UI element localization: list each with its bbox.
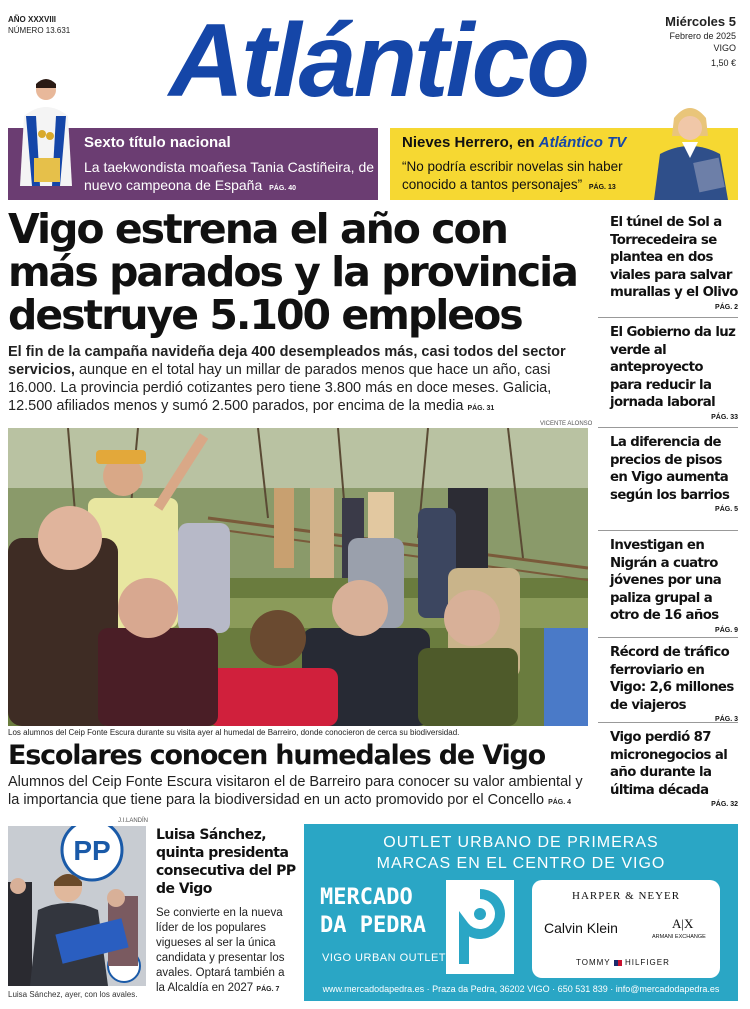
bottom-page: PÁG. 7 [256, 986, 280, 993]
issue-month: Febrero de 2025 [669, 31, 736, 41]
teaser-page: PÁG. 40 [269, 185, 296, 192]
sidebar-item-title: Vigo perdió 87 micronegocios al año durante la última década [610, 730, 728, 798]
newspaper-logo[interactable]: Atlántico [169, 3, 587, 119]
sidebar-item[interactable] [598, 208, 738, 318]
sidebar-news [598, 208, 738, 809]
sidebar-item-page: PÁG. 32 [711, 801, 738, 809]
teaser-title: Sexto título nacional [84, 134, 231, 151]
year-label: AÑO XXXVIII [8, 15, 57, 24]
secondary-page: PÁG. 4 [548, 799, 572, 806]
sidebar-item[interactable] [598, 531, 738, 638]
teaser-taekwondo[interactable] [8, 128, 378, 200]
date-info [665, 14, 736, 69]
teaser-text [84, 158, 376, 198]
secondary-text-content: Alumnos del Ceip Fonte Escura visitaron el de Barreiro para conocer su valor ambiental y la importancia que tiene para la biodiversidad en un acto promovido por el Concello [8, 774, 583, 808]
tommy-flag-icon [614, 960, 622, 966]
sidebar-item-title: La diferencia de precios de pisos en Vigo aumenta según los barrios [610, 435, 730, 503]
bottom-text [156, 906, 286, 997]
teaser-title-prefix: Nieves Herrero, en [402, 134, 539, 151]
partner-armani-exchange: ARMANI EXCHANGE [652, 934, 706, 940]
issue-city: VIGO [713, 43, 736, 53]
lead-bold: El fin de la campaña navideña deja 400 desempleados más, casi todos del sector servicios, [8, 344, 566, 378]
sidebar-item-page: PÁG. 5 [715, 506, 738, 514]
sidebar-item[interactable] [598, 318, 738, 428]
ad-brand [320, 884, 426, 940]
partner-calvin-klein: Calvin Klein [544, 920, 618, 936]
athlete-photo [12, 76, 80, 200]
main-headline[interactable]: Vigo estrena el año con más parados y la provincia destruye 5.100 empleos [8, 205, 577, 339]
teaser-title-emphasis: Atlántico TV [538, 134, 627, 151]
sidebar-item[interactable] [598, 723, 738, 809]
sidebar-item-title: Récord de tráfico ferroviario en Vigo: 2,6 millones de viajeros [610, 645, 734, 713]
photo-credit: J.I.LANDÍN [118, 818, 149, 824]
ad-headline [304, 832, 738, 874]
partner-tommy: TOMMY [576, 958, 611, 967]
ad-brand-line-1: MERCADO [320, 885, 413, 910]
main-photo[interactable] [8, 428, 588, 726]
teaser-atlantico-tv[interactable] [390, 128, 738, 200]
teaser-text-content: La taekwondista moañesa Tania Castiñeira, de nuevo campeona de España [84, 159, 375, 193]
issue-price: 1,50 € [710, 58, 736, 68]
sidebar-item[interactable] [598, 428, 738, 531]
sidebar-item-page: PÁG. 2 [715, 303, 738, 311]
sidebar-item-title: Investigan en Nigrán a cuatro jóvenes por una paliza grupal a otro de 16 años [610, 538, 722, 624]
mercado-logo-icon [446, 880, 514, 974]
bottom-photo-caption: Luisa Sánchez, ayer, con los avales. [8, 990, 138, 999]
sidebar-item-page: PÁG. 3 [715, 716, 738, 724]
issue-day: Miércoles 5 [665, 14, 736, 29]
teaser-title [402, 134, 626, 151]
photo-credit: VICENTE ALONSO [540, 421, 593, 427]
partner-hilfiger: HILFIGER [624, 958, 670, 967]
secondary-headline[interactable]: Escolares conocen humedales de Vigo [8, 740, 545, 771]
partner-ax-logo: A|X [672, 916, 694, 931]
author-photo [646, 102, 734, 200]
lead-page: PÁG. 31 [467, 405, 495, 412]
lead-text: aunque en el total hay un millar de parados menos que hace un año, casi 16.000. La provincia perdió cotizantes pero tiene 3.800 más en doce meses. Galicia, 12.500 afiliados menos y sumó 2.500 parados, por encima de la media [8, 362, 552, 414]
teaser-page: PÁG. 13 [588, 184, 616, 191]
pp-logo: PP [73, 835, 111, 866]
ad-partner-brands [532, 880, 720, 978]
ad-brand-line-2: DA PEDRA [320, 913, 426, 938]
wetland-scene-image [8, 428, 588, 726]
politician-image [8, 826, 146, 986]
ad-headline-line-2: MARCAS EN EL CENTRO DE VIGO [376, 855, 666, 872]
sidebar-item-title: El túnel de Sol a Torrecedeira se plantea en dos viales para salvar murallas y el Olivo [610, 215, 738, 301]
main-lead [8, 343, 588, 418]
ad-headline-line-1: OUTLET URBANO DE PRIMERAS [383, 834, 659, 851]
sidebar-item-page: PÁG. 9 [715, 626, 738, 634]
ad-footer[interactable]: www.mercadodapedra.es · Praza da Pedra, 36202 VIGO · 650 531 839 · info@mercadodapedra.es [322, 984, 720, 994]
ad-tagline: VIGO URBAN OUTLET [322, 952, 447, 964]
secondary-text [8, 773, 588, 812]
sidebar-item-title: El Gobierno da luz verde al anteproyecto para reducir la jornada laboral [610, 325, 736, 411]
partner-tommy-hilfiger [576, 958, 670, 967]
bottom-text-content: Se convierte en la nueva líder de los populares vigueses al ser la única candidata y presentar los avales. Optará también a la Alcaldía en 2027 [156, 907, 285, 994]
luisa-sanchez-photo[interactable] [8, 826, 146, 986]
sidebar-item[interactable] [598, 638, 738, 723]
edition-info [8, 14, 70, 36]
sidebar-item-page: PÁG. 33 [711, 413, 738, 421]
teaser-text [402, 158, 642, 197]
teaser-text-content: “No podría escribir novelas sin haber conocido a tantos personajes” [402, 159, 623, 192]
main-photo-caption: Los alumnos del Ceip Fonte Escura durante su visita ayer al humedal de Barreiro, donde conocieron de cerca su biodiversidad. [8, 728, 460, 737]
partner-harper-neyer: HARPER & NEYER [572, 890, 681, 902]
bottom-headline[interactable]: Luisa Sánchez, quinta presidenta consecutiva del PP de Vigo [156, 827, 296, 897]
mercado-da-pedra-ad[interactable] [304, 824, 738, 1001]
issue-number: NÚMERO 13.631 [8, 26, 71, 35]
